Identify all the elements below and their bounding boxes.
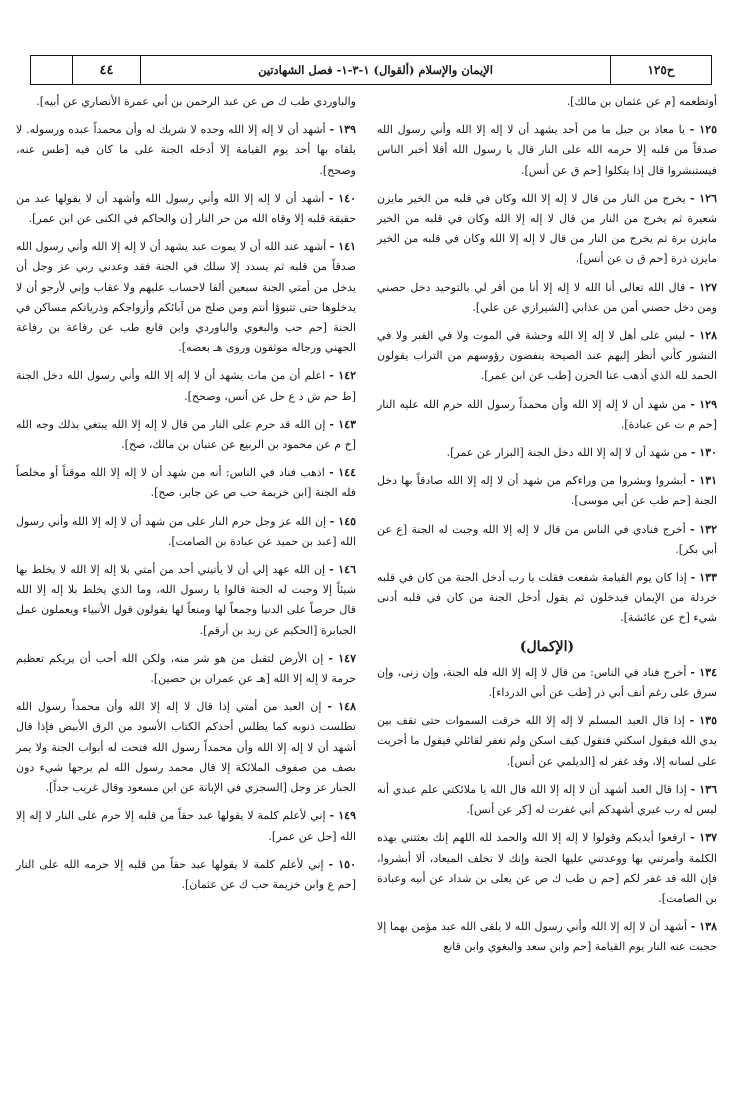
hadith-entry [377,780,717,820]
hadith-text: إن العبد من أمتي إذا قال لا إله إلا الله وأن محمداً رسول الله تطلست ذنوبه كما يطلس أحدكم الكتاب الأسود من الرق الأبيض فإذا قال أشهد أن لا إله إلا الله وأن محمداً رسول الله فتحت له أبواب الجنة ولا يمر بصف من صفوف الملائكة إلا قال محمد رسول الله لم يرجها شيء دون الجبار عز وجل [السجزي في الإبانة عن ابن مسعود وقال غريب جداً]. [16,700,356,795]
hadith-entry [16,560,356,641]
page-number: ٤٤ [73,56,141,84]
hadith-number: ١٣٦ - [690,782,717,796]
hadith-entry [377,189,717,270]
hadith-entry [16,237,356,358]
running-title: الإيمان والإسلام (ألقوال) ١-٣-١- فصل الشهادتين [141,56,611,84]
hadith-number: ١٤٨ - [327,700,356,714]
volume-label: ح١٢٥ [647,63,675,77]
hadith-number: ١٤٢ - [329,369,356,383]
hadith-text: ارفعوا أيديكم وقولوا لا إله إلا الله والحمد لله اللهم إنك بعثتني بهذه الكلمة وأمرتني بها ووعدتني عليها الجنة وإنك لا تخلف الميعاد، ألا أبشروا، فإن الله قد غفر لكم [حم ن طب ك ص عن يعلى بن شداد عن أبيه وعبادة بن الصامت]. [377,831,717,905]
hadith-number: ١٢٧ - [689,280,717,294]
hadith-number: ١٣٤ - [690,665,717,679]
header-blank-cell [31,56,73,84]
hadith-entry [377,828,717,909]
hadith-entry [377,520,717,560]
hadith-entry [16,855,356,895]
hadith-text: ليس على أهل لا إله إلا الله وحشة في الموت ولا في القبر ولا في النشور كأني أنظر إليهم عند الصيحة ينفضون رؤوسهم من التراب يقولون الحمد لله الذي أذهب عنا الحزن [طب عن ابن عمر]. [377,329,717,383]
hadith-entry [377,711,717,772]
hadith-number: ١٣٢ - [690,522,717,536]
hadith-entry [377,663,717,703]
hadith-text: من شهد أن لا إله إلا الله وأن محمداً رسول الله حرم الله عليه النار [حم م ت عن عبادة]. [377,397,717,431]
hadith-number: ١٣٧ - [690,831,718,845]
hadith-number: ١٤٧ - [328,651,356,665]
hadith-text: إني لأعلم كلمة لا يقولها عبد حقاً من قلبه إلا حرم على النار لا إله إلا الله [حل عن عمر]. [16,809,356,843]
hadith-text: يا معاذ بن جبل ما من أحد يشهد أن لا إله إلا الله وأني رسول الله صدقاً من قلبه إلا حرمه الله على النار قال يا رسول الله أفلا أخبر الناس فيستبشروا قال إذا يتكلوا [حم ق عن أنس]. [377,123,717,177]
hadith-text: إذا قال العبد أشهد أن لا إله إلا الله قال الله يا ملائكتي علم عبدي أنه ليس له رب غيري أشهدكم أني غفرت له [كر عن أنس]. [377,782,717,817]
hadith-text: إذا قال العبد المسلم لا إله إلا الله خرقت السموات حتى تقف بين يدي الله فيقول اسكني فتقول كيف اسكن ولم تغفر لقائلي فيقول ما أجريت على لسانه إلا، وقد غفر له [الديلمي عن أنس]. [377,714,717,768]
hadith-number: ١٤٤ - [329,466,356,480]
hadith-text: إني لأعلم كلمة لا يقولها عبد حقاً من قلبه إلا حرمه الله على النار [حم ع وابن خزيمة حب ك عن عثمان]. [16,857,356,891]
hadith-number: ١٤٩ - [329,809,356,823]
hadith-entry [16,512,356,552]
hadith-entry [377,278,717,318]
hadith-text: والباوردي طب ك ص عن عبد الرحمن بن أبي عمرة الأنصاري عن أبيه]. [36,95,356,108]
hadith-text: أشهد أن لا إله إلا الله وحده لا شريك له وأن محمداً عبده ورسوله. لا يلقاه بها أحد يوم القيامة إلا أدخله الجنة على ما كان فيه [طس عنه، وصحح]. [16,123,356,177]
hadith-text: قال الله تعالى أنا الله لا إله إلا أنا من أقر لي بالتوحيد دخل حصني ومن دخل حصني أمن من عذابي [الشيرازي عن علي]. [377,280,717,314]
hadith-text: أبشروا وبشروا من وراءكم من شهد أن لا إله إلا الله صادقاً بها دخل الجنة [حم طب عن أبي موسى]. [377,474,717,508]
hadith-number: ١٢٥ - [689,123,717,137]
hadith-text: اذهب فناد في الناس: أنه من شهد أن لا إله إلا الله موقناً أو مخلصاً فله الجنة [ابن خزيمة حب ص عن جابر، صح]. [16,466,356,500]
hadith-number: ١٣٩ - [329,123,356,137]
hadith-entry [377,443,717,463]
section-heading: (الإكمال) [519,638,575,655]
hadith-number: ١٢٨ - [689,329,717,343]
hadith-entry [377,917,717,957]
hadith-text: إن الله عهد إلي أن لا يأتيني أحد من أمتي بلا إله إلا الله لا يخلط بها شيئاً إلا وجبت له الجنة قالوا يا رسول الله، وما الذي يخلط بلا إله إلا الله قال حرصاً على الدنيا وجمعاً لها ومنعاً لها يقولون قول الأنبياء ويعملون عمل الجبابرة [الحكيم عن زيد بن أرقم]. [16,563,356,637]
hadith-number: ١٤٥ - [329,514,357,528]
hadith-entry [16,415,356,455]
hadith-entry [16,366,356,406]
hadith-entry [377,326,717,387]
hadith-entry [377,120,717,181]
hadith-number: ١٣٣ - [690,571,717,585]
hadith-number: ١٤٠ - [328,191,356,205]
hadith-number: ١٣٥ - [689,714,717,728]
hadith-entry [16,189,356,229]
hadith-text: أخرج فناد في الناس: من قال لا إله إلا الله فله الجنة، وإن زنى، وإن سرق على رغم أنف أبي ذر [طب عن أبي الدرداء]. [377,665,717,700]
right-column [377,92,717,1096]
hadith-entry [377,471,717,511]
hadith-number: ١٤٣ - [329,417,356,431]
hadith-text: إن الله عز وجل حرم النار على من شهد أن لا إله إلا الله وأني رسول الله [عبد بن حميد عن عبادة بن الصامت]. [16,514,356,548]
hadith-entry [16,92,356,112]
page-header [30,55,712,85]
hadith-entry [16,120,356,181]
hadith-text: أشهد عند الله أن لا يموت عبد يشهد أن لا إله إلا الله وأني رسول الله صدقاً من قلبه ثم يسدد إلا سلك في الجنة فقد وعدني ربي عز وجل أن يدخل من أمتي الجنة سبعين ألفا لاحساب عليهم ولا عقاب وإني لأرجو أن لا يدخلوها حتى تتبوؤا أنتم ومن صلح من آبائكم وأزواجكم وذرياتكم مساكن في الجنة [حم حب والبغوي والباوردي وابن قانع طب عن رفاعة بن رفاعة الجهني ورجاله موثقون وروى هـ بعضه]. [16,240,356,355]
hadith-entry [377,92,717,112]
hadith-number: ١٢٩ - [690,397,717,411]
hadith-text: أخرج فنادي في الناس من قال لا إله إلا الله وجبت له الجنة [ع عن أبي بكر]. [377,522,717,556]
hadith-text: إذا كان يوم القيامة شفعت فقلت يا رب أدخل الجنة من كان في قلبه خردلة من الإيمان فيدخلون ثم يقول أدخل الجنة من كان في قلبه أدنى شيء [خ عن عائشة]. [377,571,717,625]
hadith-entry [16,463,356,503]
hadith-number: ١٤٦ - [329,563,356,577]
hadith-entry [377,568,717,629]
hadith-entry [16,649,356,689]
hadith-text: يخرج من النار من قال لا إله إلا الله وكان في قلبه من الخير مايزن شعيرة ثم يخرج من النار من قال لا إله إلا الله وكان في قلبه من الخير مايزن برة ثم يخرج من النار من قال لا إله إلا الله وكان في قلبه من الخير مايزن ذرة [حم ق ن عن أنس]. [377,191,717,266]
hadith-number: ١٣٠ - [690,446,717,460]
hadith-text: إن الأرض لتقبل من هو شر منه، ولكن الله أحب أن يريكم تعظيم حرمة لا إله إلا الله [هـ عن عمران بن حصين]. [16,651,356,686]
hadith-text: أشهد أن لا إله إلا الله وأني رسول الله وأشهد أن لا يقولها عبد من حقيقة قلبه إلا وقاه الله من حر النار [ن والحاكم في الكنى عن ابن عمر]. [16,191,356,226]
hadith-text: أوتطعمه [م عن عثمان بن مالك]. [566,95,717,108]
hadith-text: أشهد أن لا إله إلا الله وأني رسول الله لا يلقى الله عبد مؤمن بهما إلا حجبت عنه النار يوم القيامة [حم وابن سعد والبغوي وابن قانع [377,920,717,954]
hadith-entry [16,806,356,846]
hadith-entry [377,395,717,435]
hadith-number: ١٣١ - [690,474,718,488]
left-column [16,92,356,1096]
hadith-text: اعلم أن من مات يشهد أن لا إله إلا الله وأني رسول الله دخل الجنة [ط حم ش د ع حل عن أنس، وصحح]. [16,369,356,403]
hadith-text: إن الله قد حرم على النار من قال لا إله إلا الله يبتغي بذلك وجه الله [خ م عن محمود بن الربيع عن عتبان بن مالك، صح]. [16,417,356,452]
hadith-number: ١٣٨ - [690,920,717,934]
hadith-text: من شهد أن لا إله إلا الله دخل الجنة [البزار عن عمر]. [446,446,688,460]
hadith-number: ١٥٠ - [328,857,356,871]
hadith-number: ١٤١ - [329,240,356,254]
hadith-number: ١٢٦ - [690,191,717,205]
hadith-entry [16,697,356,798]
